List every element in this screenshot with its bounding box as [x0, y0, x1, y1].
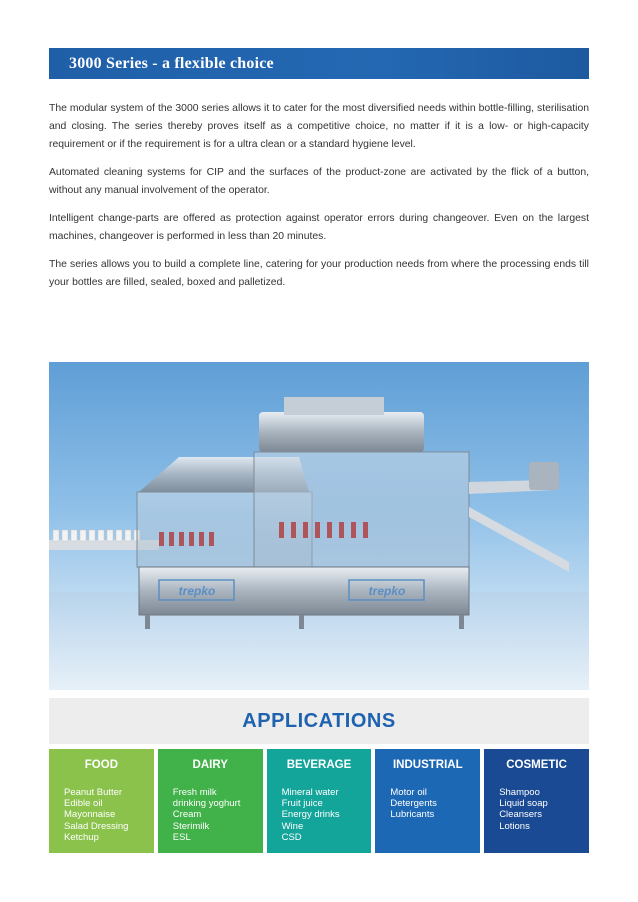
machine-logo-right: trepko: [368, 584, 406, 598]
list-item: Fresh milk: [172, 787, 217, 798]
list-item: Sterimilk: [172, 820, 210, 832]
application-column-cosmetic: [484, 749, 589, 853]
list-item: Peanut Butter: [64, 787, 123, 798]
application-column-food: [49, 749, 154, 853]
applications-title: APPLICATIONS: [242, 709, 396, 732]
application-category: DAIRY: [192, 759, 228, 771]
list-item: Fruit juice: [281, 798, 323, 810]
application-items: [484, 777, 589, 832]
application-column-industrial: [375, 749, 480, 853]
paragraph: The modular system of the 3000 series allows it to cater for the most diversified needs within bottle-filling, sterilisation and closing. The series thereby proves itself as a competitive choice, no matter if it is a low- or high-capacity requirement or if the requirement is for a ultra clean or a standard hygiene level.: [49, 103, 589, 150]
application-items: [49, 777, 154, 843]
list-item: drinking yoghurt: [172, 798, 241, 810]
list-item: ESL: [172, 831, 191, 843]
paragraph: Intelligent change-parts are offered as protection against operator errors during changeover. Even on the largest machines, changeover is performed in less than 20 minutes.: [49, 213, 589, 242]
application-items: [375, 777, 480, 821]
list-item: Energy drinks: [281, 809, 340, 821]
machine-logo-left: trepko: [178, 584, 216, 598]
list-item: CSD: [281, 831, 302, 843]
list-item: Wine: [281, 820, 304, 832]
list-item: Edible oil: [64, 798, 103, 810]
filling-machine-illustration: [49, 362, 589, 690]
application-category: COSMETIC: [506, 759, 567, 771]
application-items: [267, 777, 372, 843]
list-item: Salad Dressing: [64, 820, 129, 832]
section-title-bar: [49, 48, 589, 79]
list-item: Liquid soap: [499, 798, 548, 810]
machine-photo: [49, 362, 589, 690]
applications-grid: [49, 749, 589, 853]
list-item: Lubricants: [390, 809, 435, 821]
application-category: BEVERAGE: [286, 759, 352, 771]
application-category: INDUSTRIAL: [392, 759, 463, 771]
page-title: 3000 Series - a flexible choice: [69, 54, 274, 72]
list-item: Shampoo: [499, 787, 540, 798]
intro-text: [49, 100, 589, 302]
application-items: [158, 777, 263, 843]
applications-header: [49, 698, 589, 744]
list-item: Lotions: [499, 820, 530, 832]
list-item: Detergents: [390, 798, 437, 810]
list-item: Ketchup: [64, 831, 99, 843]
application-column-beverage: [267, 749, 372, 853]
paragraph: Automated cleaning systems for CIP and the surfaces of the product-zone are activated by the flick of a button, without any manual involvement of the operator.: [49, 167, 589, 196]
application-category: FOOD: [84, 759, 119, 771]
list-item: Motor oil: [390, 787, 427, 798]
list-item: Cleansers: [499, 809, 542, 821]
list-item: Mineral water: [281, 787, 339, 798]
list-item: Mayonnaise: [64, 809, 116, 821]
list-item: Cream: [172, 809, 202, 821]
paragraph: The series allows you to build a complete line, catering for your production needs from where the processing ends till your bottles are filled, sealed, boxed and palletized.: [49, 259, 589, 288]
application-column-dairy: [158, 749, 263, 853]
